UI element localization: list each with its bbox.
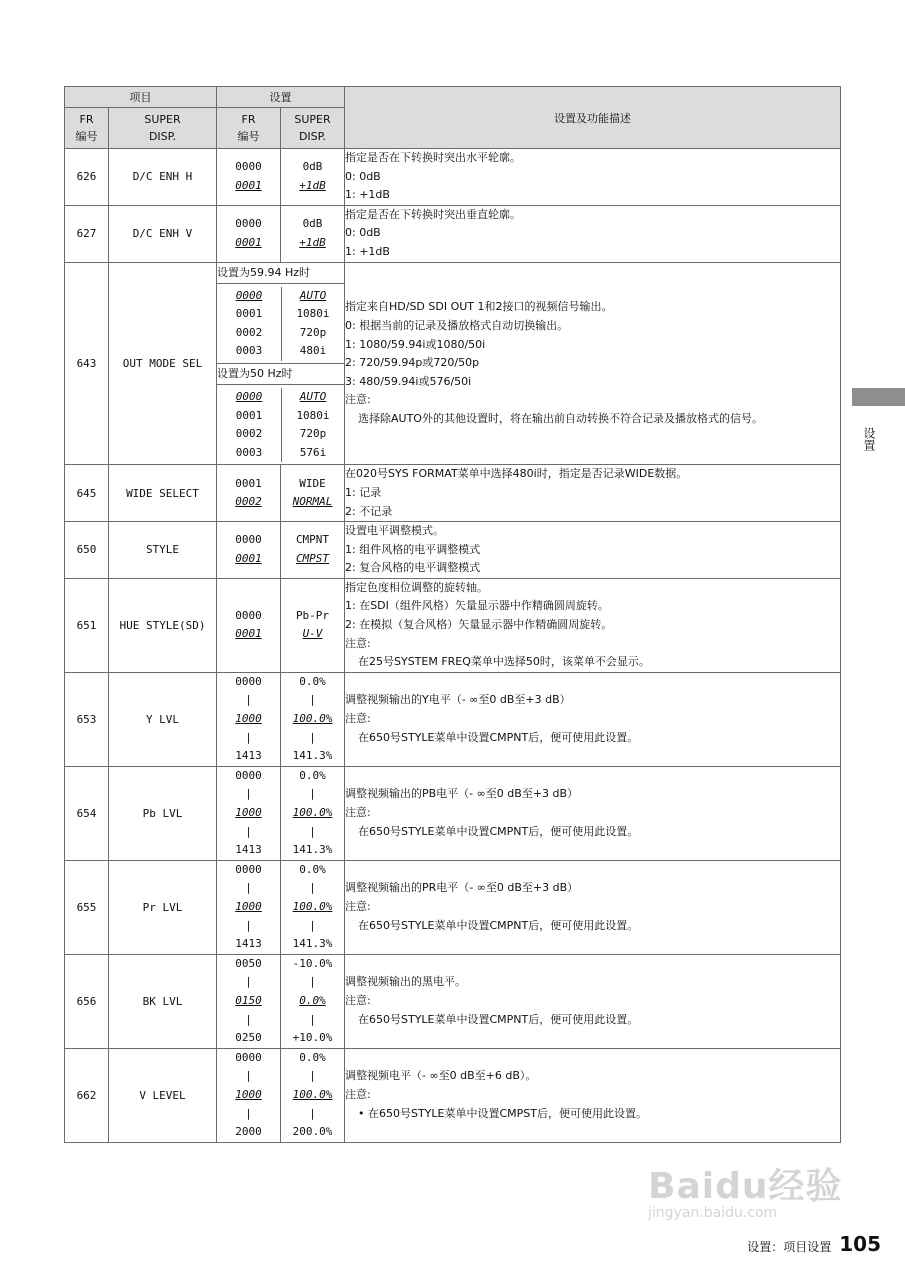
fr-values xyxy=(217,672,281,766)
setting-value: 0003 xyxy=(235,445,263,459)
setting-value: 1413 xyxy=(235,937,262,951)
fr-number: 662 xyxy=(65,1048,109,1142)
description xyxy=(345,578,841,672)
note-label: 注意: xyxy=(345,393,371,407)
default-value: 100.0% xyxy=(292,806,333,819)
super-disp: Y LVL xyxy=(109,672,217,766)
disp-values xyxy=(281,766,345,860)
note-label: 注意: xyxy=(345,806,371,819)
table-row xyxy=(65,522,841,579)
description xyxy=(345,672,841,766)
watermark xyxy=(648,1158,842,1221)
setting-value: 0.0% xyxy=(299,862,326,876)
note-label: 注意: xyxy=(345,712,371,726)
setting-value: -10.0% xyxy=(292,956,333,970)
setting-value: | xyxy=(309,1012,316,1026)
table-body xyxy=(65,149,841,1143)
table-row xyxy=(65,262,841,465)
fr-number: 654 xyxy=(65,766,109,860)
table-row xyxy=(65,954,841,1048)
section-tab xyxy=(852,388,905,406)
description-line: 调整视频电平（- ∞至0 dB至+6 dB）。 xyxy=(345,1069,537,1083)
table-row xyxy=(65,1048,841,1142)
setting-value: | xyxy=(309,918,316,932)
disp-values xyxy=(281,287,344,361)
setting-value: | xyxy=(245,1106,252,1120)
setting-value: 1413 xyxy=(235,843,262,857)
setting-value: 0003 xyxy=(235,344,263,358)
setting-value: WIDE xyxy=(299,476,326,490)
description-line: 调整视频输出的PB电平（- ∞至0 dB至+3 dB） xyxy=(345,787,579,801)
description-line: 选择除AUTO外的其他设置时，将在输出前自动转换不符合记录及播放格式的信号。 xyxy=(358,411,763,425)
default-value: 100.0% xyxy=(292,1087,333,1101)
description-line: 1: 在SDI（组件风格）矢量显示器中作精确圆周旋转。 xyxy=(345,599,609,613)
setting-value: 720p xyxy=(299,325,327,339)
default-value: 1000 xyxy=(235,899,262,913)
default-value: 0001 xyxy=(235,178,262,192)
description-line: 2: 在模拟（复合风格）矢量显示器中作精确圆周旋转。 xyxy=(345,618,613,632)
default-value: 1000 xyxy=(235,1087,262,1101)
disp-values xyxy=(281,388,344,462)
description-line: 1: +1dB xyxy=(345,188,390,202)
setting-value: | xyxy=(245,787,252,801)
default-value: CMPST xyxy=(295,551,330,565)
description xyxy=(345,522,841,579)
setting-value: 141.3% xyxy=(292,749,333,763)
fr-number: 655 xyxy=(65,860,109,954)
description-line: 指定是否在下转换时突出垂直轮廓。 xyxy=(345,207,521,221)
description-line: 0: 0dB xyxy=(345,226,381,240)
setting-value: 0000 xyxy=(235,1050,262,1064)
note-label: 注意: xyxy=(345,993,371,1007)
setting-value: 0250 xyxy=(235,1031,262,1045)
description-line: 指定是否在下转换时突出水平轮廓。 xyxy=(345,151,521,164)
setting-value: 576i xyxy=(299,445,327,459)
fr-number: 627 xyxy=(65,205,109,262)
setting-value: | xyxy=(309,975,316,989)
default-value: 0001 xyxy=(235,551,262,565)
setting-value: | xyxy=(245,1069,252,1083)
page-footer xyxy=(747,1232,881,1256)
disp-values xyxy=(281,522,345,579)
description-line: 0: 0dB xyxy=(345,169,381,183)
header-desc: 设置及功能描述 xyxy=(345,87,841,149)
default-value: U-V xyxy=(302,627,323,641)
setting-value: 1080i xyxy=(296,408,330,422)
super-disp: V LEVEL xyxy=(109,1048,217,1142)
description xyxy=(345,1048,841,1142)
description-line: • 在650号STYLE菜单中设置CMPST后，便可使用此设置。 xyxy=(358,1106,647,1120)
disp-values xyxy=(281,465,345,522)
default-value: +1dB xyxy=(299,235,326,249)
fr-number: 645 xyxy=(65,465,109,522)
setting-condition: 设置为59.94 Hz时 xyxy=(217,263,344,284)
setting-value: | xyxy=(309,693,316,707)
setting-value: 200.0% xyxy=(292,1125,333,1139)
description-line: 1: +1dB xyxy=(345,244,390,258)
fr-values xyxy=(217,205,281,262)
super-disp: OUT MODE SEL xyxy=(109,262,217,465)
description-line: 在650号STYLE菜单中设置CMPNT后，便可使用此设置。 xyxy=(358,730,639,744)
fr-values xyxy=(217,287,281,361)
fr-values xyxy=(217,578,281,672)
page-number: 105 xyxy=(839,1232,881,1256)
setting-value: | xyxy=(245,824,252,838)
setting-value: 0000 xyxy=(235,862,262,876)
setting-value: 0001 xyxy=(235,476,262,490)
setting-value: +10.0% xyxy=(292,1031,333,1045)
super-disp: STYLE xyxy=(109,522,217,579)
setting-value: | xyxy=(309,1069,316,1083)
setting-value: 141.3% xyxy=(292,937,333,951)
description-line: 在020号SYS FORMAT菜单中选择480i时，指定是否记录WIDE数据。 xyxy=(345,467,688,481)
disp-values xyxy=(281,954,345,1048)
header-super-item: SUPER DISP. xyxy=(109,108,217,149)
setting-value: 0dB xyxy=(302,160,323,174)
fr-values xyxy=(217,388,281,462)
default-value: AUTO xyxy=(299,288,327,302)
default-value: 0150 xyxy=(235,993,262,1007)
default-value: 0000 xyxy=(235,288,263,302)
setting-value: | xyxy=(309,787,316,801)
super-disp: BK LVL xyxy=(109,954,217,1048)
disp-values xyxy=(281,860,345,954)
description-line: 1: 1080/59.94i或1080/50i xyxy=(345,337,486,351)
fr-number: 643 xyxy=(65,262,109,465)
header-fr-setting: FR 编号 xyxy=(217,108,281,149)
description xyxy=(345,954,841,1048)
note-label: 注意: xyxy=(345,1087,371,1101)
setting-value: 0000 xyxy=(235,160,262,174)
table-row xyxy=(65,860,841,954)
setting-value: 0002 xyxy=(235,325,263,339)
table-row xyxy=(65,205,841,262)
description-line: 1: 记录 xyxy=(345,485,382,499)
default-value: NORMAL xyxy=(292,495,333,509)
note-label: 注意: xyxy=(345,899,371,913)
header-setting: 设置 xyxy=(217,87,345,108)
description-line: 在650号STYLE菜单中设置CMPNT后，便可使用此设置。 xyxy=(358,824,639,838)
setting-value: 0000 xyxy=(235,608,262,622)
fr-number: 656 xyxy=(65,954,109,1048)
description xyxy=(345,149,841,206)
description xyxy=(345,465,841,522)
fr-number: 653 xyxy=(65,672,109,766)
description-line: 2: 720/59.94p或720/50p xyxy=(345,356,480,370)
description-line: 在25号SYSTEM FREQ菜单中选择50时，该菜单不会显示。 xyxy=(358,655,650,669)
description-line: 2: 复合风格的电平调整模式 xyxy=(345,561,481,575)
settings-table xyxy=(64,86,841,1143)
setting-value: 0000 xyxy=(235,533,262,547)
setting-value: 720p xyxy=(299,427,327,441)
super-disp: WIDE SELECT xyxy=(109,465,217,522)
setting-value: 0.0% xyxy=(299,674,326,688)
setting-value: 0.0% xyxy=(299,768,326,782)
setting-group xyxy=(217,385,344,464)
header-super-setting: SUPER DISP. xyxy=(281,108,345,149)
disp-values xyxy=(281,578,345,672)
setting-value: 1413 xyxy=(235,749,262,763)
description xyxy=(345,860,841,954)
description xyxy=(345,205,841,262)
header-item: 项目 xyxy=(65,87,217,108)
description-line: 1: 组件风格的电平调整模式 xyxy=(345,542,481,556)
disp-values xyxy=(281,149,345,206)
default-value: 0001 xyxy=(235,235,262,249)
setting-value: 0.0% xyxy=(299,1050,326,1064)
header-fr-item: FR 编号 xyxy=(65,108,109,149)
setting-value: | xyxy=(309,881,316,895)
setting-value: 141.3% xyxy=(292,843,333,857)
description-line: 指定来自HD/SD SDI OUT 1和2接口的视频信号输出。 xyxy=(345,300,613,314)
setting-value: | xyxy=(245,1012,252,1026)
setting-value: | xyxy=(245,918,252,932)
default-value: 100.0% xyxy=(292,712,333,726)
fr-number: 650 xyxy=(65,522,109,579)
description-line: 2: 不记录 xyxy=(345,504,393,518)
default-value: 1000 xyxy=(235,712,262,726)
description-line: 调整视频输出的Y电平（- ∞至0 dB至+3 dB） xyxy=(345,693,571,707)
fr-values xyxy=(217,465,281,522)
fr-values xyxy=(217,860,281,954)
disp-values xyxy=(281,205,345,262)
description-line: 0: 根据当前的记录及播放格式自动切换输出。 xyxy=(345,318,569,332)
default-value: 0001 xyxy=(235,627,262,641)
setting-value: | xyxy=(309,1106,316,1120)
setting-value: 0002 xyxy=(235,427,263,441)
default-value: 1000 xyxy=(235,806,262,819)
setting-value: | xyxy=(309,730,316,744)
fr-values xyxy=(217,954,281,1048)
breadcrumb: 设置：项目设置 xyxy=(747,1240,832,1254)
setting-value: | xyxy=(245,881,252,895)
fr-values xyxy=(217,149,281,206)
table-row xyxy=(65,766,841,860)
description-line: 设置电平调整模式。 xyxy=(345,524,444,538)
setting-value: 0001 xyxy=(235,408,263,422)
description-line: 在650号STYLE菜单中设置CMPNT后，便可使用此设置。 xyxy=(358,1012,639,1026)
setting-value: 0000 xyxy=(235,217,262,231)
watermark-brand: Baidu经验 xyxy=(648,1166,843,1207)
default-value: 0.0% xyxy=(299,993,326,1007)
setting-value: 0000 xyxy=(235,768,262,782)
description-line: 3: 480/59.94i或576/50i xyxy=(345,374,472,388)
setting-value: 0000 xyxy=(235,674,262,688)
setting-value: | xyxy=(309,824,316,838)
setting-value: | xyxy=(245,975,252,989)
disp-values xyxy=(281,1048,345,1142)
setting-value: | xyxy=(245,730,252,744)
watermark-url: jingyan.baidu.com xyxy=(648,1205,778,1221)
table-row xyxy=(65,578,841,672)
table-row xyxy=(65,149,841,206)
description-line: 调整视频输出的PR电平（- ∞至0 dB至+3 dB） xyxy=(345,881,579,895)
default-value: 0000 xyxy=(235,389,263,403)
setting-groups xyxy=(217,262,345,465)
description-line: 调整视频输出的黑电平。 xyxy=(345,975,466,989)
super-disp: Pr LVL xyxy=(109,860,217,954)
super-disp: D/C ENH H xyxy=(109,149,217,206)
fr-number: 626 xyxy=(65,149,109,206)
description-line: 指定色度相位调整的旋转轴。 xyxy=(345,580,488,594)
setting-value: Pb-Pr xyxy=(295,608,330,622)
setting-condition: 设置为50 Hz时 xyxy=(217,364,344,385)
super-disp: Pb LVL xyxy=(109,766,217,860)
fr-values xyxy=(217,1048,281,1142)
fr-values xyxy=(217,522,281,579)
description xyxy=(345,262,841,465)
setting-value: 480i xyxy=(299,344,327,358)
default-value: AUTO xyxy=(299,389,327,403)
fr-values xyxy=(217,766,281,860)
disp-values xyxy=(281,672,345,766)
description-line: 在650号STYLE菜单中设置CMPNT后，便可使用此设置。 xyxy=(358,918,639,932)
default-value: 100.0% xyxy=(292,899,333,913)
setting-value: 1080i xyxy=(296,307,330,321)
note-label: 注意: xyxy=(345,636,371,650)
default-value: +1dB xyxy=(299,178,326,192)
setting-value: 2000 xyxy=(235,1125,262,1139)
fr-number: 651 xyxy=(65,578,109,672)
super-disp: D/C ENH V xyxy=(109,205,217,262)
table-row xyxy=(65,465,841,522)
setting-value: | xyxy=(245,693,252,707)
description xyxy=(345,766,841,860)
setting-value: 0050 xyxy=(235,956,262,970)
default-value: 0002 xyxy=(235,495,262,509)
setting-value: CMPNT xyxy=(295,533,330,547)
section-label: 设置 xyxy=(862,427,876,451)
setting-value: 0dB xyxy=(302,217,323,231)
table-row xyxy=(65,672,841,766)
super-disp: HUE STYLE(SD) xyxy=(109,578,217,672)
setting-value: 0001 xyxy=(235,307,263,321)
setting-group xyxy=(217,284,344,364)
